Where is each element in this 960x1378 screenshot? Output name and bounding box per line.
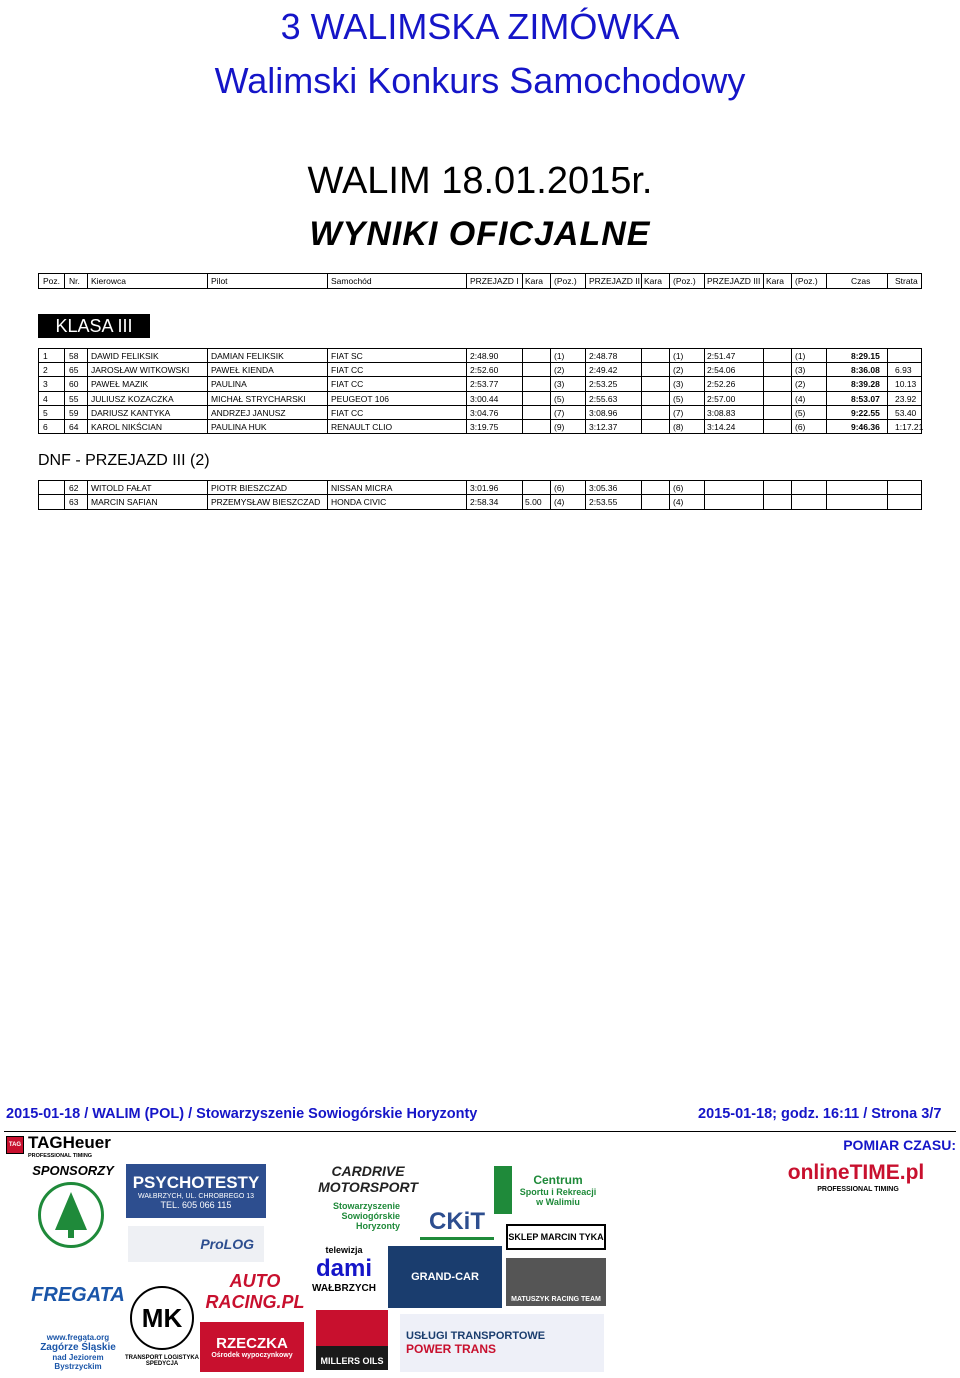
prolog-logo: ProLOG (128, 1226, 264, 1262)
cell-nr: 65 (69, 365, 79, 376)
mk-logo: MK (130, 1286, 194, 1350)
table-row (39, 406, 921, 420)
cell-pz3: (4) (795, 393, 806, 404)
tagheuer-logo: TAGHeuer (28, 1133, 111, 1152)
cell-pz2: (5) (673, 393, 684, 404)
psychotesty-phone: TEL. 605 066 115 (160, 1199, 232, 1210)
col-przejazd-1: PRZEJAZD I (470, 276, 519, 286)
table-row (39, 420, 924, 434)
cell-p1: 2:53.77 (470, 379, 499, 390)
cell-pz3: (3) (795, 365, 806, 376)
cell-pilot: PAWEŁ KIENDA (211, 365, 274, 376)
cell-pz3: (5) (795, 407, 806, 418)
rzeczka-logo (200, 1322, 304, 1372)
footer-right: 2015-01-18; godz. 16:11 / Strona 3/7 (698, 1106, 942, 1122)
cell-nr: 64 (69, 422, 79, 432)
cell-pz1: (3) (554, 379, 565, 390)
rzeczka-title: RZECZKA (216, 1335, 288, 1352)
table-row (39, 481, 921, 495)
onlinetime-sub: PROFESSIONAL TIMING (817, 1185, 899, 1193)
cell-kierowca: PAWEŁ MAZIK (91, 379, 149, 390)
col-pilot: Pilot (211, 276, 228, 286)
cell-poz: 6 (43, 422, 48, 432)
table-row (39, 495, 921, 509)
cell-p2: 3:08.96 (589, 407, 618, 418)
fregata-sub (30, 1334, 126, 1370)
ckit-logo: CKiT (420, 1206, 494, 1240)
table-row (39, 349, 921, 363)
cell-p2: 2:48.78 (589, 351, 618, 361)
cardrive-logo: CARDRIVE MOTORSPORT (318, 1163, 418, 1195)
centrum-line2: Sportu i Rekreacji (519, 1187, 597, 1197)
cell-p1: 2:58.34 (470, 497, 499, 507)
cell-samochod: PEUGEOT 106 (331, 393, 389, 404)
event-title: 3 WALIMSKA ZIMÓWKA (280, 6, 680, 47)
cell-pz1: (6) (554, 483, 565, 493)
telewizja-l3: WAŁBRZYCH (312, 1282, 376, 1294)
cell-kierowca: MARCIN SAFIAN (91, 497, 158, 507)
dnf-table (38, 480, 922, 510)
cell-p1: 3:04.76 (470, 407, 499, 418)
results-table (38, 348, 922, 434)
cell-kierowca: JAROSŁAW WITKOWSKI (91, 365, 190, 376)
cell-pz2: (1) (673, 351, 684, 361)
table-header (38, 273, 922, 289)
cell-samochod: HONDA CIVIC (331, 497, 387, 507)
tagheuer-icon: TAG (6, 1136, 24, 1154)
rzeczka-sub: Ośrodek wypoczynkowy (211, 1352, 293, 1359)
col-kierowca: Kierowca (91, 276, 126, 286)
stowarzyszenie-logo (280, 1196, 400, 1236)
psychotesty-address: WAŁBRZYCH, UL. CHROBREGO 13 (137, 1192, 255, 1200)
cell-pz1: (9) (554, 422, 565, 432)
col-poz-3: (Poz.) (795, 276, 818, 286)
cell-p2: 2:53.25 (589, 379, 618, 390)
col-poz-1: (Poz.) (554, 276, 577, 286)
table-row (39, 363, 921, 377)
stowarzyszenie-l3: Horyzonty (355, 1221, 400, 1231)
cell-samochod: FIAT CC (331, 365, 364, 376)
cell-czas: 8:53.07 (851, 393, 880, 404)
cell-pz2: (2) (673, 365, 684, 376)
tree-logo (38, 1182, 104, 1248)
cell-kierowca: DAWID FELIKSIK (91, 351, 159, 361)
cell-p2: 2:53.55 (589, 497, 618, 507)
footer-left: 2015-01-18 / WALIM (POL) / Stowarzyszenie Sowiogórskie Horyzonty (6, 1106, 478, 1122)
mk-sub (124, 1352, 200, 1370)
cell-czas: 8:29.15 (851, 351, 880, 361)
cell-poz: 2 (43, 365, 48, 376)
cell-poz: 1 (43, 351, 48, 361)
cell-poz: 5 (43, 407, 48, 418)
cell-nr: 63 (69, 497, 79, 507)
cell-strata: 10.13 (895, 379, 917, 390)
psychotesty-logo (126, 1164, 266, 1218)
cell-samochod: FIAT CC (331, 407, 364, 418)
footer-info (0, 1106, 960, 1128)
cell-p1: 2:52.60 (470, 365, 499, 376)
footer-divider (4, 1131, 956, 1132)
grandcar-logo: GRAND-CAR (388, 1246, 502, 1308)
cell-p2: 3:05.36 (589, 483, 618, 493)
cell-p1: 3:00.44 (470, 393, 499, 404)
cell-p2: 2:49.42 (589, 365, 618, 376)
mk-sub-1: TRANSPORT LOGISTYKA (124, 1355, 199, 1361)
cell-poz: 4 (43, 393, 48, 404)
tree-icon (51, 1190, 91, 1240)
millers-logo: MILLERS OILS (316, 1310, 388, 1370)
uslugi-title: USŁUGI TRANSPORTOWE (406, 1330, 546, 1342)
cell-czas: 8:36.08 (851, 365, 880, 376)
cell-strata: 23.92 (895, 393, 917, 404)
col-nr: Nr. (69, 276, 80, 286)
matuszyk-logo: MATUSZYK RACING TEAM (506, 1258, 606, 1306)
cell-p3: 3:08.83 (707, 407, 736, 418)
cell-pz2: (3) (673, 379, 684, 390)
cell-kierowca: WITOLD FAŁAT (91, 483, 152, 493)
autoracing-logo: AUTO RACING.PL (205, 1271, 305, 1312)
fregata-place: Zagórze Śląskie (40, 1342, 116, 1353)
col-kara-2: Kara (644, 276, 662, 286)
cell-pilot: PAULINA (211, 379, 247, 390)
tagheuer-sub: PROFESSIONAL TIMING (28, 1153, 93, 1159)
cell-pilot: PAULINA HUK (211, 422, 267, 432)
stowarzyszenie-l2: Sowiogórskie (341, 1211, 400, 1221)
cell-samochod: FIAT SC (331, 351, 363, 361)
col-strata: Strata (895, 276, 918, 286)
centrum-title: Centrum (533, 1173, 583, 1187)
cell-strata: 6.93 (895, 365, 912, 376)
col-samochod: Samochód (331, 276, 372, 286)
cell-kierowca: DARIUSZ KANTYKA (91, 407, 171, 418)
cell-pz1: (7) (554, 407, 565, 418)
cell-pz1: (1) (554, 351, 565, 361)
fregata-logo: FREGATA (31, 1283, 125, 1306)
cell-pz2: (6) (673, 483, 684, 493)
cell-p3: 2:54.06 (707, 365, 736, 376)
centrum-line3: w Walimiu (536, 1197, 580, 1207)
dnf-title: DNF - PRZEJAZD III (2) (38, 452, 210, 469)
cell-p3: 3:14.24 (707, 422, 736, 432)
sponsors-heading: SPONSORZY (32, 1162, 114, 1178)
cell-czas: 8:39.28 (851, 379, 880, 390)
cell-p1: 3:19.75 (470, 422, 499, 432)
col-przejazd-3: PRZEJAZD III (707, 276, 761, 286)
col-kara-1: Kara (525, 276, 543, 286)
cell-p3: 2:57.00 (707, 393, 736, 404)
col-poz-2: (Poz.) (673, 276, 696, 286)
psychotesty-title: PSYCHOTESTY (132, 1172, 260, 1192)
class-label: KLASA III (38, 314, 150, 338)
uslugi-logo (400, 1314, 604, 1372)
cell-czas: 9:46.36 (851, 422, 880, 432)
cell-strata: 53.40 (895, 407, 917, 418)
cell-samochod: RENAULT CLIO (331, 422, 393, 432)
cell-p3: 2:51.47 (707, 351, 736, 361)
official-results-title: WYNIKI OFICJALNE (309, 215, 651, 253)
cell-pz2: (7) (673, 407, 684, 418)
cell-k1: 5.00 (525, 497, 542, 507)
event-subtitle: Walimski Konkurs Samochodowy (214, 60, 746, 101)
uslugi-sub: POWER TRANS (406, 1342, 496, 1356)
sklep-logo: SKLEP MARCIN TYKA (506, 1224, 606, 1250)
onlinetime-logo: onlineTIME.pl (787, 1161, 925, 1184)
mk-sub-2: SPEDYCJA (145, 1361, 179, 1367)
table-row (39, 377, 921, 391)
col-przejazd-2: PRZEJAZD II (589, 276, 641, 286)
pomiar-label: POMIAR CZASU: (843, 1137, 956, 1153)
telewizja-l2: dami (315, 1254, 372, 1282)
cell-p3: 2:52.26 (707, 379, 736, 390)
table-row (39, 392, 921, 406)
cell-p1: 3:01.96 (470, 483, 499, 493)
cell-p1: 2:48.90 (470, 351, 499, 361)
cell-nr: 60 (69, 379, 79, 390)
cell-poz: 3 (43, 379, 48, 390)
cell-pz1: (2) (554, 365, 565, 376)
fregata-lake: nad Jeziorem Bystrzyckim (52, 1353, 104, 1371)
fregata-www: www.fregata.org (46, 1333, 110, 1342)
cell-pz3: (1) (795, 351, 806, 361)
cell-pz2: (8) (673, 422, 684, 432)
cell-nr: 59 (69, 407, 79, 418)
cell-pilot: PRZEMYSŁAW BIESZCZAD (211, 497, 321, 507)
cell-nr: 55 (69, 393, 79, 404)
cell-pz3: (2) (795, 379, 806, 390)
cell-pilot: DAMIAN FELIKSIK (211, 351, 284, 361)
cell-pilot: MICHAŁ STRYCHARSKI (211, 393, 306, 404)
cell-pilot: PIOTR BIESZCZAD (211, 483, 288, 493)
cell-p2: 3:12.37 (589, 422, 618, 432)
event-date-title: WALIM 18.01.2015r. (307, 160, 653, 202)
cell-samochod: NISSAN MICRA (331, 483, 393, 493)
cell-nr: 62 (69, 483, 79, 493)
col-poz: Poz. (43, 276, 61, 286)
telewizja-logo (304, 1242, 384, 1296)
cell-samochod: FIAT CC (331, 379, 364, 390)
cell-pz1: (4) (554, 497, 565, 507)
stowarzyszenie-l1: Stowarzyszenie (332, 1201, 400, 1211)
cell-pz1: (5) (554, 393, 565, 404)
cell-p2: 2:55.63 (589, 393, 618, 404)
cell-kierowca: JULIUSZ KOZACZKA (91, 393, 174, 404)
cell-pz3: (6) (795, 422, 806, 432)
col-czas: Czas (851, 276, 871, 286)
cell-pz2: (4) (673, 497, 684, 507)
telewizja-l1: telewizja (325, 1244, 363, 1255)
col-kara-3: Kara (766, 276, 784, 286)
cell-pilot: ANDRZEJ JANUSZ (211, 407, 286, 418)
cell-czas: 9:22.55 (851, 407, 880, 418)
cell-strata: 1:17.21 (895, 422, 924, 432)
cell-nr: 58 (69, 351, 79, 361)
centrum-logo (494, 1166, 604, 1214)
cell-kierowca: KAROL NIKŚCIAN (91, 422, 163, 432)
